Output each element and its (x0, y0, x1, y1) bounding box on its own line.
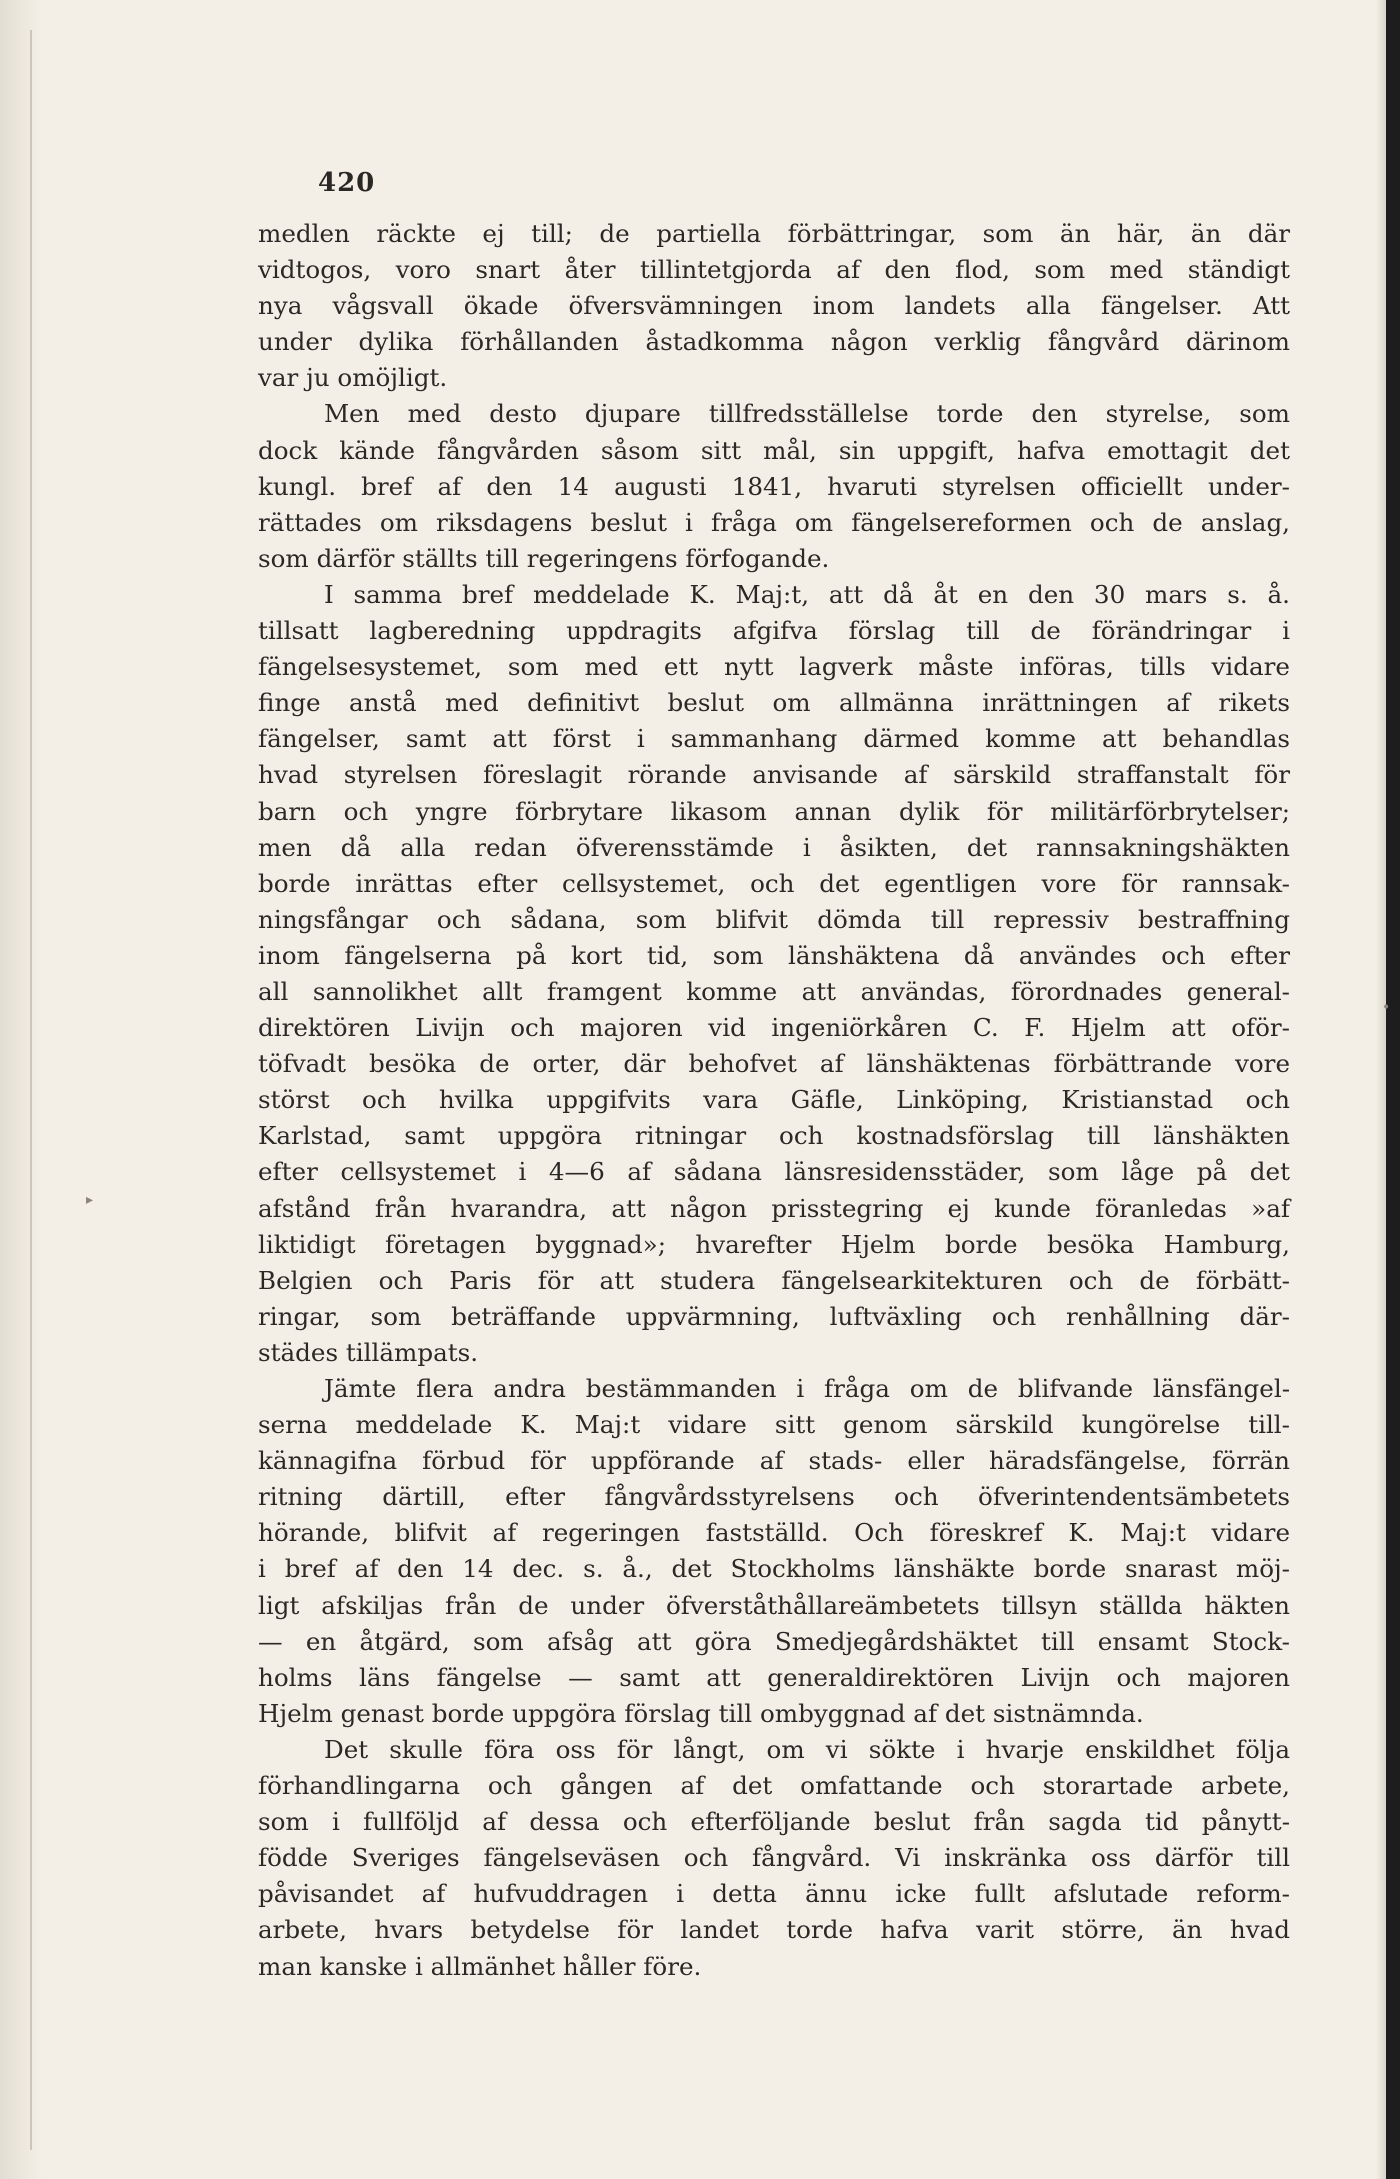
text-line: töfvadt besöka de orter, där behofvet af länshäktenas förbättrande vore (258, 1049, 1290, 1079)
text-line: man kanske i allmänhet håller före. (258, 1951, 702, 1981)
stray-mark-dot: • (1382, 1000, 1391, 1016)
text-line: fängelsesystemet, som med ett nytt lagverk måste införas, tills vidare (258, 652, 1290, 682)
body-text (258, 216, 1290, 1985)
text-line: afstånd från hvarandra, att någon prisstegring ej kunde föranledas »af (258, 1193, 1290, 1223)
text-line: städes tillämpats. (258, 1337, 479, 1367)
text-line: medlen räckte ej till; de partiella förbättringar, som än här, än där (258, 219, 1290, 248)
text-line: — en åtgärd, som afsåg att göra Smedjegårdshäktet till ensamt Stock- (258, 1626, 1290, 1656)
text-line: i bref af den 14 dec. s. å., det Stockholms länshäkte borde snarast möj- (258, 1554, 1290, 1584)
page-number: 420 (318, 168, 376, 198)
page-fold-line (30, 30, 32, 2150)
text-line: direktören Livijn och majoren vid ingeniörkåren C. F. Hjelm att oför- (258, 1013, 1290, 1043)
text-line: serna meddelade K. Maj:t vidare sitt genom särskild kungörelse till- (258, 1410, 1290, 1440)
scan-right-shadow (1376, 0, 1386, 2179)
text-line: Men med desto djupare tillfredsställelse torde den styrelse, som (324, 399, 1290, 429)
text-line: holms läns fängelse — samt att generaldirektören Livijn och majoren (258, 1662, 1290, 1692)
text-line: hvad styrelsen föreslagit rörande anvisande af särskild straffanstalt för (258, 760, 1290, 790)
text-line: var ju omöjligt. (258, 363, 448, 393)
text-line: tillsatt lagberedning uppdragits afgifva förslag till de förändringar i (258, 616, 1290, 646)
text-line: Hjelm genast borde uppgöra förslag till ombyggnad af det sistnämnda. (258, 1698, 1144, 1728)
text-line: som därför ställts till regeringens förfogande. (258, 543, 830, 573)
text-line: ritning därtill, efter fångvårdsstyrelsens och öfverintendentsämbetets (258, 1482, 1290, 1512)
text-line: Belgien och Paris för att studera fängelsearkitekturen och de förbätt- (258, 1265, 1290, 1295)
text-line: störst och hvilka uppgifvits vara Gäfle, Linköping, Kristianstad och (258, 1085, 1290, 1115)
text-line: I samma bref meddelade K. Maj:t, att då åt en den 30 mars s. å. (324, 579, 1290, 609)
text-line: men då alla redan öfverensstämde i åsikten, det rannsakningshäkten (258, 832, 1290, 862)
scan-left-margin (0, 0, 42, 2179)
text-line: all sannolikhet allt framgent komme att användas, förordnades general- (258, 976, 1290, 1006)
text-line: liktidigt företagen byggnad»; hvarefter Hjelm borde besöka Hamburg, (258, 1229, 1290, 1259)
scan-right-edge (1386, 0, 1400, 2179)
text-line: som i fullföljd af dessa och efterföljande beslut från sagda tid pånytt- (258, 1807, 1290, 1837)
text-line: Karlstad, samt uppgöra ritningar och kostnadsförslag till länshäkten (258, 1121, 1290, 1151)
text-line: hörande, blifvit af regeringen fastställd. Och föreskref K. Maj:t vidare (258, 1518, 1290, 1548)
text-line: efter cellsystemet i 4—6 af sådana länsresidensstäder, som låge på det (258, 1157, 1290, 1187)
text-line: rättades om riksdagens beslut i fråga om fängelsereformen och de anslag, (258, 507, 1290, 537)
text-line: borde inrättas efter cellsystemet, och det egentligen vore för rannsak- (258, 868, 1290, 898)
text-line: kungl. bref af den 14 augusti 1841, hvaruti styrelsen officiellt under- (258, 471, 1290, 501)
text-line: kännagifna förbud för uppförande af stads- eller häradsfängelse, förrän (258, 1446, 1290, 1476)
text-line: födde Sveriges fängelseväsen och fångvård. Vi inskränka oss därför till (258, 1843, 1290, 1873)
text-line: ligt afskiljas från de under öfverståthållareämbetets tillsyn ställda häkten (258, 1590, 1290, 1620)
text-line: fängelser, samt att först i sammanhang därmed komme att behandlas (258, 724, 1290, 754)
text-line: inom fängelserna på kort tid, som länshäktena då användes och efter (258, 940, 1290, 970)
text-line: ningsfångar och sådana, som blifvit dömda till repressiv bestraffning (258, 904, 1290, 934)
text-line: förhandlingarna och gången af det omfattande och storartade arbete, (258, 1771, 1290, 1801)
text-line: vidtogos, voro snart åter tillintetgjorda af den flod, som med ständigt (258, 255, 1290, 285)
text-line: Det skulle föra oss för långt, om vi sökte i hvarje enskildhet följa (324, 1734, 1290, 1764)
text-line: under dylika förhållanden åstadkomma någon verklig fångvård därinom (258, 327, 1290, 357)
text-line: Jämte flera andra bestämmanden i fråga om de blifvande länsfängel- (324, 1374, 1290, 1403)
stray-mark-arrow: ▸ (86, 1192, 94, 1208)
text-line: finge anstå med definitivt beslut om allmänna inrättningen af rikets (258, 688, 1290, 718)
text-line: ringar, som beträffande uppvärmning, luftväxling och renhållning där- (258, 1301, 1290, 1331)
text-line: barn och yngre förbrytare likasom annan dylik för militärförbrytelser; (258, 796, 1290, 826)
text-line: dock kände fångvården såsom sitt mål, sin uppgift, hafva emottagit det (258, 435, 1290, 465)
text-line: arbete, hvars betydelse för landet torde hafva varit större, än hvad (258, 1915, 1290, 1945)
text-line: nya vågsvall ökade öfversvämningen inom landets alla fängelser. Att (258, 291, 1290, 321)
text-line: påvisandet af hufvuddragen i detta ännu icke fullt afslutade reform- (258, 1879, 1290, 1909)
